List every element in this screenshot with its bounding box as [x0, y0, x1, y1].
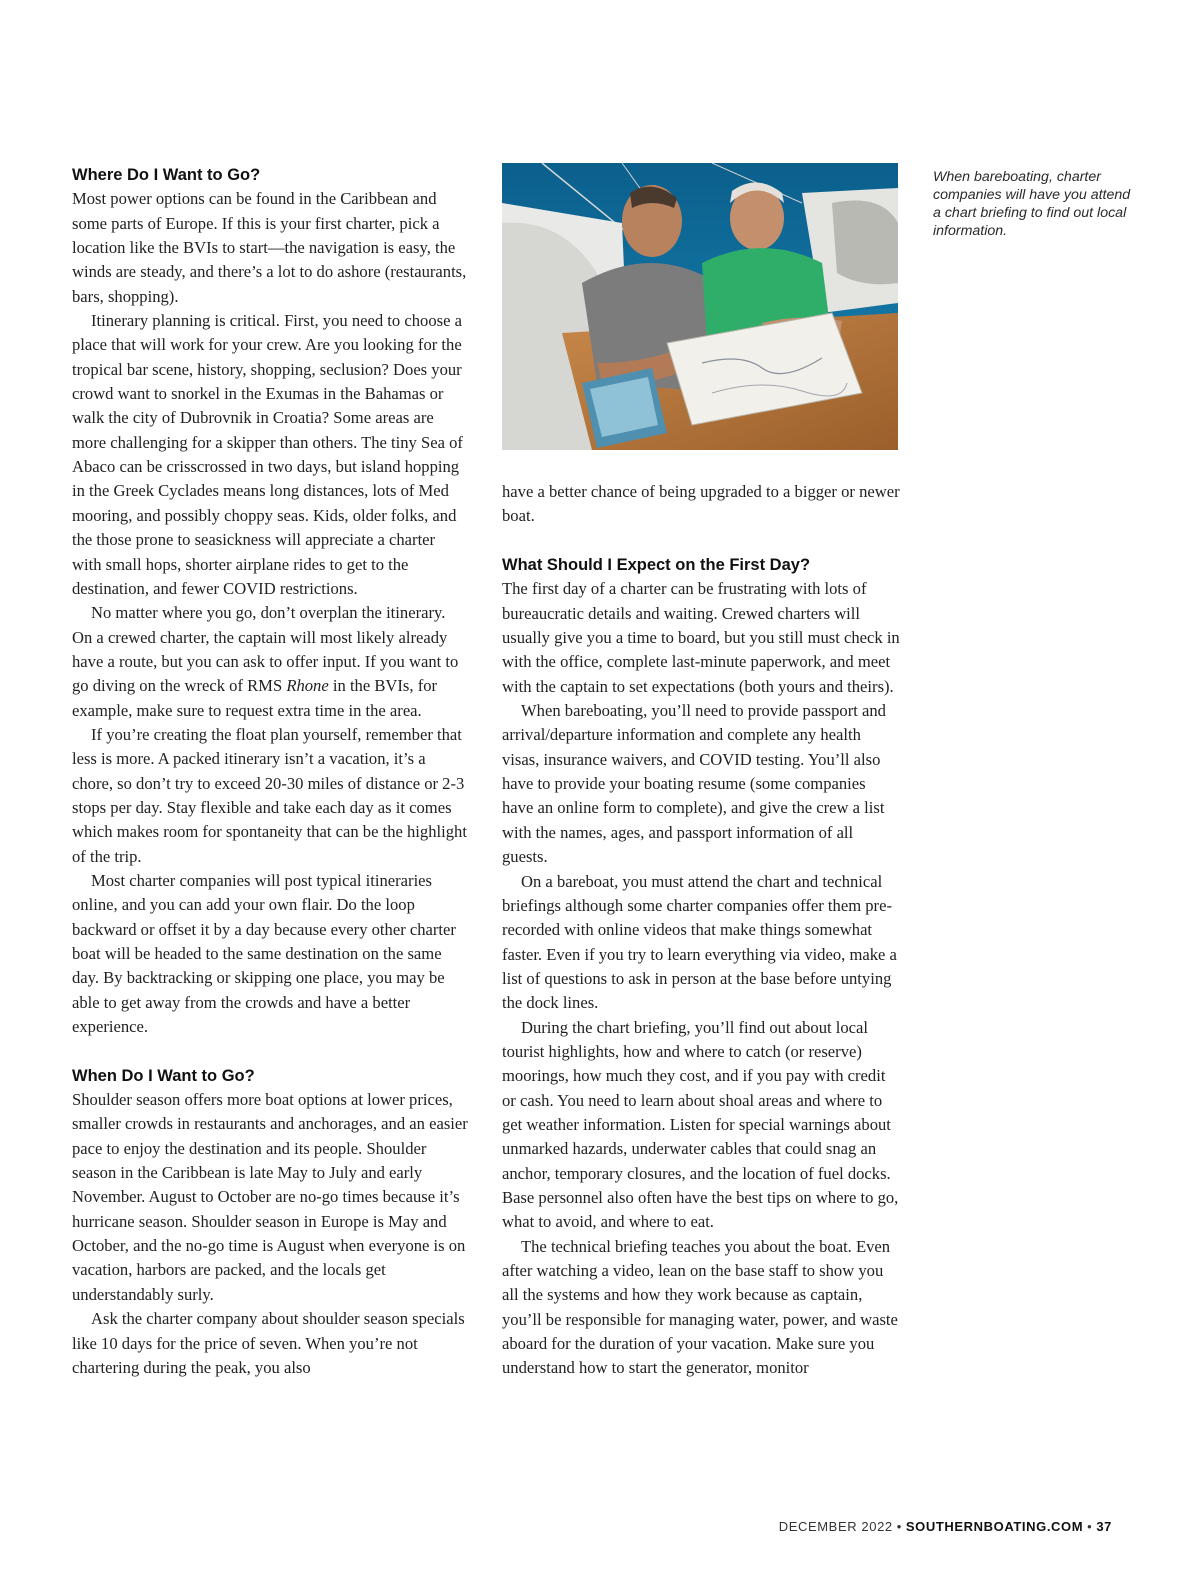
left-column	[72, 163, 468, 1380]
paragraph: If you’re creating the float plan yourself, remember that less is more. A packed itinerary isn’t a vacation, it’s a chore, so don’t try to exceed 20-30 miles of distance or 2-3 stops per day. Stay flexible and take each day as it comes which makes room for spontaneity that can be the highlight of the trip.	[72, 724, 467, 866]
page-number: 37	[1096, 1519, 1112, 1534]
website-link[interactable]: SOUTHERNBOATING.COM	[905, 1519, 1084, 1534]
paragraph: On a bareboat, you must attend the chart and technical briefings although some charter companies offer them pre-recorded with online videos that make things somewhat faster. Even if you try to learn everything via video, make a list of questions to ask in person at the base before untying the dock lines.	[502, 871, 897, 1013]
paragraph: During the chart briefing, you’ll find out about local tourist highlights, how and where to catch (or reserve) moorings, how much they cost, and if you pay with credit or cash. You need to learn about shoal areas and where to get weather information. Listen for special warnings about unmarked hazards, underwater cables that could snag an anchor, temporary closures, and the location of fuel docks. Base personnel also often have the best tips on where to go, what to avoid, and where to eat.	[502, 1017, 899, 1232]
paragraph: The technical briefing teaches you about the boat. Even after watching a video, lean on the base staff to show you all the systems and how they work because as captain, you’ll be responsible for managing water, power, and waste aboard for the duration of your vacation. Make sure you understand how to start the generator, monitor	[502, 1236, 898, 1378]
footer-bullet: •	[1087, 1519, 1093, 1534]
paragraph: The first day of a charter can be frustrating with lots of bureaucratic details and waiting. Crewed charters will usually give you a time to board, but you still must check in with the office, complete last-minute paperwork, and meet with the captain to set expectations (both yours and theirs).	[502, 579, 900, 696]
paragraph: Itinerary planning is critical. First, you need to choose a place that will work for your crew. Are you looking for the tropical bar scene, history, shopping, seclusion? Does your crowd want to snorkel in the Exumas in the Bahamas or walk the city of Dubrovnik in Croatia? Some areas are more challenging for a skipper than others. The tiny Sea of Abaco can be crisscrossed in two days, but island hopping in the Greek Cyclades means long distances, lots of Med mooring, and possibly choppy seas. Kids, older folks, and the those prone to seasickness will appreciate a charter with small hops, shorter airplane rides to get to the destination, and fewer COVID restrictions.	[72, 311, 463, 598]
ship-name-italic: Rhone	[286, 676, 329, 696]
cushion-right	[832, 201, 898, 285]
paragraph-rhone	[72, 601, 468, 723]
section-gap	[72, 1039, 468, 1063]
heading-where-do-i-want-to-go: Where Do I Want to Go?	[72, 166, 261, 184]
section-gap	[502, 529, 900, 553]
heading-when-do-i-want-to-go: When Do I Want to Go?	[72, 1066, 255, 1085]
paragraph: Shoulder season offers more boat options at lower prices, smaller crowds in restaurants and anchorages, and an easier pace to enjoy the destination and its people. Shoulder season in the Caribbean is late May to July and early November. August to October are no-go times because it’s hurricane season. Shoulder season in Europe is May and October, and the no-go time is August when everyone is on vacation, harbors are packed, and the locals get understandably surly.	[72, 1090, 468, 1304]
photo-illustration	[502, 163, 898, 450]
page-footer	[779, 1519, 1112, 1534]
issue-date: DECEMBER 2022	[778, 1519, 893, 1534]
right-column	[502, 480, 900, 1381]
photo-caption: When bareboating, charter companies will have you attend a chart briefing to find out local information.	[933, 169, 1131, 239]
chart-briefing-photo	[502, 163, 898, 450]
footer-bullet: •	[896, 1519, 902, 1534]
paragraph: Most power options can be found in the Caribbean and some parts of Europe. If this is your first charter, pick a location like the BVIs to start—the navigation is easy, the winds are steady, and there’s a lot to do ashore (restaurants, bars, shopping).	[72, 189, 467, 306]
paragraph: Most charter companies will post typical itineraries online, and you can add your own flair. Do the loop backward or offset it by a day because every other charter boat will be headed to the same destination on the same day. By backtracking or skipping one place, you may be able to get away from the crowds and have a better experience.	[72, 870, 456, 1037]
paragraph: When bareboating, you’ll need to provide passport and arrival/departure information and complete any health visas, insurance waivers, and COVID testing. You’ll also have to provide your boating resume (some companies have an online form to complete), and give the crew a list with the names, ages, and passport information of all guests.	[502, 701, 886, 867]
paragraph: have a better chance of being upgraded to a bigger or newer boat.	[502, 482, 900, 526]
paragraph-text: in the BVIs, for example, make sure to request extra time in the area.	[72, 676, 438, 720]
heading-what-should-i-expect: What Should I Expect on the First Day?	[502, 556, 811, 575]
paragraph-text: No matter where you go, don’t overplan the itinerary. On a crewed charter, the captain will most likely already have a route, but you can ask to offer input. If you want to go diving on the wreck of RMS	[72, 603, 459, 696]
paragraph: Ask the charter company about shoulder season specials like 10 days for the price of seven. When you’re not chartering during the peak, you also	[72, 1309, 465, 1377]
